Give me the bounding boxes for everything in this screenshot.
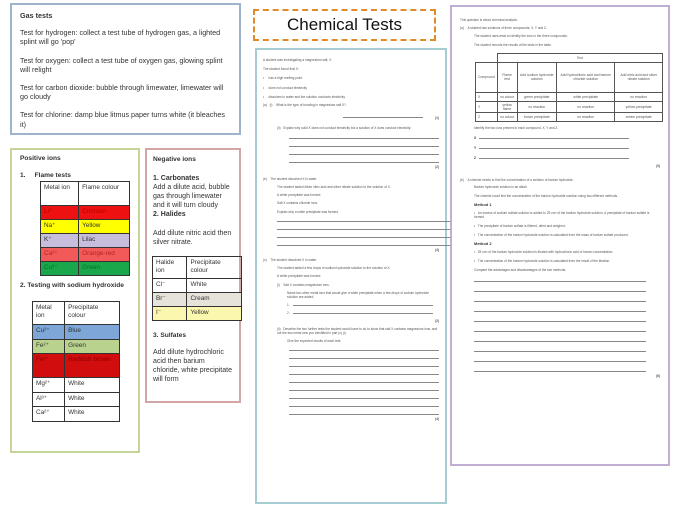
- method-1-heading: Method 1: [474, 202, 492, 208]
- result-cell: yellow precipitate: [615, 101, 663, 112]
- answer-label: 2.: [287, 311, 290, 316]
- table-row: [41, 262, 130, 276]
- result-cell: no reaction: [556, 101, 614, 112]
- table-row: [153, 279, 242, 293]
- exam-question-magnesium-salt: [255, 48, 447, 504]
- carbonates-heading: 1. Carbonates: [153, 175, 200, 182]
- answer-lines[interactable]: [263, 221, 439, 246]
- precipitate-colour: Reddish brown: [65, 354, 120, 378]
- table-row: [33, 407, 120, 422]
- question-text: Name two other metal ions that would give a white precipitate when a few drops of sodium hydroxide solution are added.: [287, 290, 429, 300]
- question-a: [460, 26, 660, 30]
- question-c-i: [263, 283, 439, 287]
- precipitate-colour: Blue: [65, 325, 120, 340]
- question-text: Explain why a white precipitate was formed.: [277, 209, 339, 214]
- question-text: The student added a few drops of sodium hydroxide solution to the solution of X.: [277, 266, 391, 271]
- metal-ion: K⁺: [41, 234, 79, 248]
- precipitate-colour: White: [65, 392, 120, 407]
- column-header: Metal ion: [41, 182, 79, 206]
- result-cell: no colour: [497, 92, 517, 101]
- bullet-text: does not conduct electricity: [268, 85, 307, 90]
- halides-text: Add dilute nitric acid then silver nitrate.: [153, 230, 232, 246]
- gas-test-carbon-dioxide: Test for carbon dioxide: bubble through limewater, limewater will go cloudy: [20, 83, 224, 102]
- method-2-heading: Method 2: [474, 241, 492, 247]
- compound: X: [476, 92, 498, 101]
- page-title: Chemical Tests: [253, 9, 436, 41]
- table-corner: [476, 53, 498, 62]
- precipitate-colour: White: [65, 378, 120, 393]
- table-row: [33, 325, 120, 340]
- exam-question-chemical-analysis: [450, 5, 670, 466]
- mark-allocation: (3): [656, 163, 660, 168]
- metal-ion: Cu²⁺: [33, 325, 65, 340]
- bullet: • The concentration of the barium hydroxide solution is calculated from the mass of barium sulfate produced.: [474, 233, 629, 238]
- positive-ions-panel: [10, 148, 140, 453]
- question-text: A white precipitate was formed.: [277, 274, 322, 279]
- column-header: Flame test: [497, 62, 517, 92]
- carbonates-text: Add a dilute acid, bubble gas through limewater and it will turn cloudy: [153, 184, 230, 209]
- bullet-text: The concentration of the barium hydroxide solution is calculated from the result of the titration.: [477, 258, 611, 263]
- sulfates-heading: 3. Sulfates: [153, 332, 186, 339]
- flame-tests-table: [40, 181, 130, 276]
- result-cell: no reaction: [517, 101, 556, 112]
- metal-ion: Fe³⁺: [33, 354, 65, 378]
- gas-tests-heading: Gas tests: [20, 11, 53, 20]
- mark-allocation: (4): [435, 247, 439, 252]
- answer-label: Y: [474, 146, 477, 151]
- column-header: Add sodium hydroxide solution: [517, 62, 556, 92]
- halide-ion: Br⁻: [153, 293, 187, 307]
- answer-z[interactable]: [460, 156, 660, 160]
- metal-ion: Ca²⁺: [33, 407, 65, 422]
- question-text: Salt X contains chloride ions.: [277, 201, 318, 206]
- question-text: Compare the advantages and disadvantages of the two methods.: [474, 268, 567, 273]
- halide-ion: Cl⁻: [153, 279, 187, 293]
- question-c: [263, 258, 439, 262]
- negative-ions-heading: Negative ions: [153, 156, 196, 163]
- mark-allocation: (1): [435, 116, 439, 121]
- result-cell: no reaction: [615, 92, 663, 101]
- question-number: (b): [460, 177, 464, 182]
- table-row: [33, 392, 120, 407]
- flame-colour: Green: [79, 262, 130, 276]
- group-header: Test: [497, 53, 662, 62]
- result-cell: no reaction: [556, 112, 614, 121]
- sulfates-text: Add dilute hydrochloric acid then barium chloride, white precipitate will form: [153, 349, 232, 383]
- bullet-text: The precipitate of barium sulfate is filtered, dried and weighed.: [477, 224, 566, 229]
- bullet: • does not conduct electricity: [263, 85, 307, 90]
- question-text: The student dissolved X in water.: [270, 176, 318, 181]
- question-number: (a): [263, 103, 267, 108]
- column-header: Precipitate colour: [65, 302, 120, 325]
- question-number: (c): [263, 258, 267, 263]
- question-text: Explain why solid X does not conduct electricity but a solution of X does conduct electricity.: [283, 126, 412, 131]
- column-header: Flame colour: [79, 182, 130, 206]
- metal-ion: Li⁺: [41, 206, 79, 220]
- column-header: Halide ion: [153, 257, 187, 279]
- answer-lines[interactable]: [263, 138, 439, 163]
- table-row: [153, 307, 242, 321]
- gas-test-hydrogen: Test for hydrogen: collect a test tube of hydrogen gas, a lighted splint will go 'pop': [20, 28, 221, 47]
- metal-ion: Ca²⁺: [41, 248, 79, 262]
- question-a-i: [263, 103, 439, 107]
- flame-colour: Orange-red: [79, 248, 130, 262]
- question-text: The student dissolved X in water.: [270, 258, 318, 263]
- question-text: The student records the results of the tests in the table.: [474, 42, 552, 47]
- positive-ions-heading: Positive ions: [20, 155, 61, 162]
- halides-table: [152, 256, 242, 321]
- bullet-text: An excess of sodium sulfate solution is added to 25 cm³ of the barium hydroxide solution. A precipitate of barium sulfate is formed.: [474, 210, 650, 219]
- answer-y[interactable]: [460, 146, 660, 150]
- question-b: [460, 178, 660, 182]
- question-text: The chemist could find the concentration of the barium hydroxide solution using two different methods.: [474, 194, 618, 199]
- column-header: Metal ion: [33, 302, 65, 325]
- precipitate-colour: White: [65, 407, 120, 422]
- question-number: (a): [460, 26, 464, 31]
- question-subnumber: (i): [269, 103, 273, 108]
- flame-colour: Yellow: [79, 220, 130, 234]
- bullet-text: has a high melting point: [268, 76, 303, 81]
- question-text: The student uses tests to identify the ions in the three compounds.: [474, 34, 568, 39]
- compound: Z: [476, 112, 498, 121]
- answer-label: 1.: [287, 303, 290, 308]
- question-subnumber: (ii): [277, 126, 281, 131]
- table-row: [476, 92, 663, 101]
- table-row: [33, 378, 120, 393]
- gas-test-oxygen: Test for oxygen: collect a test tube of oxygen gas, glowing splint will relight: [20, 55, 223, 74]
- answer-label: X: [474, 136, 477, 141]
- metal-ion: Na⁺: [41, 220, 79, 234]
- result-cell: yellow flame: [497, 101, 517, 112]
- column-header: Compound: [476, 62, 498, 92]
- metal-ion: Al³⁺: [33, 392, 65, 407]
- bullet: • The concentration of the barium hydroxide solution is calculated from the result of the titration.: [474, 258, 611, 263]
- table-row: [41, 248, 130, 262]
- flame-colour: Lilac: [79, 234, 130, 248]
- result-cell: brown precipitate: [517, 112, 556, 121]
- gas-tests-panel: [10, 3, 241, 135]
- naoh-tests-table: [32, 301, 120, 422]
- answer-label: Z: [474, 156, 476, 161]
- test-results-table: [475, 53, 663, 122]
- question-text: Salt X contains magnesium ions.: [283, 282, 330, 287]
- mark-allocation: (2): [435, 318, 439, 323]
- column-header: Precipitate colour: [187, 257, 242, 279]
- bullet-text: 25 cm³ of the barium hydroxide solution is titrated with hydrochloric acid of known concentration.: [477, 249, 614, 254]
- compound: Y: [476, 101, 498, 112]
- table-row: [476, 112, 663, 121]
- question-b: [263, 177, 439, 181]
- answer-x[interactable]: [460, 136, 660, 140]
- metal-ion: Fe²⁺: [33, 339, 65, 354]
- negative-ions-panel: [145, 148, 241, 403]
- column-header: Add nitric acid and silver nitrate solution: [615, 62, 663, 92]
- halides-heading: 2. Halides: [153, 211, 186, 218]
- bullet: • An excess of sodium sulfate solution is added to 25 cm³ of the barium hydroxide solution. A precipitate of barium sulfate is formed.: [474, 210, 650, 219]
- question-text: A chemist needs to find the concentration of a solution of barium hydroxide.: [467, 177, 574, 182]
- mark-allocation: (6): [656, 374, 660, 379]
- precipitate-colour: Cream: [187, 293, 242, 307]
- result-cell: green precipitate: [517, 92, 556, 101]
- flame-tests-heading: 1. Flame tests: [20, 172, 71, 179]
- question-subnumber: (i): [277, 282, 280, 287]
- precipitate-colour: Green: [65, 339, 120, 354]
- question-text: The student added dilute nitric acid and silver nitrate solution to the solution of X.: [277, 185, 391, 190]
- table-row: [153, 293, 242, 307]
- question-text: A student has solutions of three compounds, X, Y and Z.: [467, 26, 547, 31]
- bullet: • The precipitate of barium sulfate is filtered, dried and weighed.: [474, 224, 566, 229]
- question-a-ii: [263, 126, 439, 130]
- bullet-text: The concentration of the barium hydroxide solution is calculated from the mass of barium sulfate produced.: [477, 233, 629, 238]
- question-intro: This question is about chemical analysis.: [460, 18, 518, 22]
- table-row: [41, 234, 130, 248]
- bullet: • has a high melting point: [263, 76, 303, 81]
- answer-1[interactable]: [263, 303, 439, 307]
- answer-lines[interactable]: [460, 281, 660, 372]
- question-text: Identify the two ions present in each compound, X, Y and Z.: [474, 125, 559, 130]
- question-c-ii: [263, 327, 439, 335]
- question-text: What is the type of bonding in magnesium salt X?: [275, 103, 346, 108]
- question-text: A white precipitate was formed.: [277, 193, 322, 198]
- result-cell: white precipitate: [556, 92, 614, 101]
- question-text: The student found that X:: [263, 67, 299, 72]
- bullet: • dissolves in water and the solution conducts electricity.: [263, 94, 346, 99]
- result-cell: no colour: [497, 112, 517, 121]
- question-text: Describe the two further tests the student would have to do to show that salt X contains magnesium ions, and not the two metal ions you identified in part (c) (i).: [277, 326, 438, 336]
- question-number: (b): [263, 176, 267, 181]
- naoh-tests-heading: 2. Testing with sodium hydroxide: [20, 282, 124, 289]
- column-header: Add hydrochloric acid and barium chloride solution: [556, 62, 614, 92]
- bullet: • 25 cm³ of the barium hydroxide solution is titrated with hydrochloric acid of known concentration.: [474, 249, 614, 254]
- mark-allocation: (4): [435, 417, 439, 422]
- gas-test-chlorine: Test for chlorine: damp blue litmus paper turns white (it bleaches it): [20, 110, 225, 129]
- metal-ion: Cu²⁺: [41, 262, 79, 276]
- flame-colour: Crimson: [79, 206, 130, 220]
- question-text: Barium hydroxide solution is an alkali.: [474, 185, 528, 190]
- precipitate-colour: Yellow: [187, 307, 242, 321]
- mark-allocation: (2): [435, 164, 439, 169]
- table-row: [33, 354, 120, 378]
- answer-lines[interactable]: [263, 350, 439, 415]
- halide-ion: I⁻: [153, 307, 187, 321]
- question-subnumber: (ii): [277, 326, 281, 331]
- question-intro: A student was investigating a magnesium salt, X.: [263, 58, 333, 62]
- table-row: [33, 339, 120, 354]
- precipitate-colour: White: [187, 279, 242, 293]
- question-text: Give the expected results of each test.: [287, 339, 342, 344]
- table-row: [41, 220, 130, 234]
- metal-ion: Mg²⁺: [33, 378, 65, 393]
- table-row: [41, 206, 130, 220]
- answer-2[interactable]: [263, 311, 439, 315]
- table-row: [476, 101, 663, 112]
- result-cell: cream precipitate: [615, 112, 663, 121]
- bullet-text: dissolves in water and the solution conducts electricity.: [268, 94, 346, 99]
